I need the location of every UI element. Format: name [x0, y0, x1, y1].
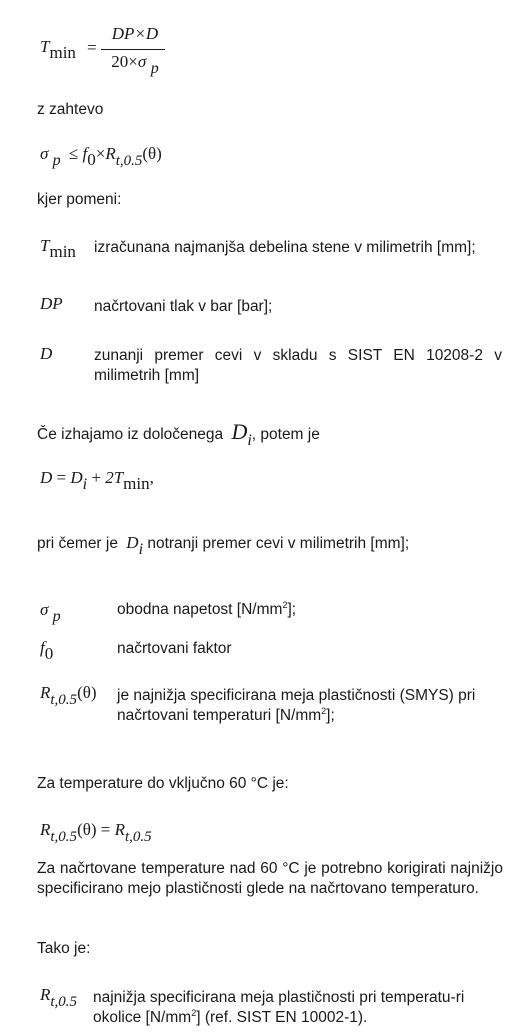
formula-tmin-lhs: Tmin: [40, 37, 76, 62]
formula-tmin-denominator: 20×σ p: [111, 52, 159, 77]
def-symbol-tmin: Tmin: [40, 236, 76, 261]
def-desc-r-theta: je najnižja specificirana meja plastičnosti (SMYS) pri načrtovani temperaturi $[N/mm^2]$;: [117, 687, 476, 724]
def-desc-dp: načrtovani tlak v bar [bar];: [94, 298, 273, 315]
formula-tmin-fraction-line: [101, 49, 165, 50]
def-desc-f0: načrtovani faktor: [117, 640, 232, 657]
text-ce-izhajamo: Če izhajamo iz določenega Di, potem je: [37, 419, 320, 449]
formula-sigma: σ p ≤ f0×Rt,0.5(θ): [40, 144, 162, 169]
formula-d: D = Di + 2Tmin,: [40, 468, 154, 493]
def-symbol-r-theta: Rt,0.5(θ): [40, 683, 97, 708]
text-kjer-pomeni: kjer pomeni:: [37, 191, 122, 208]
def-desc-tmin: izračunana najmanjša debelina stene v milimetrih [mm];: [94, 239, 476, 256]
formula-r: Rt,0.5(θ) = Rt,0.5: [40, 820, 152, 845]
formula-tmin: [0, 0, 526, 100]
def-desc-d: zunanji premer cevi v skladu s SIST EN 10208-2 v milimetrih [mm]: [94, 347, 502, 384]
def-symbol-dp: DP: [40, 294, 63, 313]
def-symbol-d: D: [40, 344, 53, 363]
def-desc-sigma-p: obodna napetost $[N/mm^2]$;: [117, 599, 297, 618]
text-z-zahtevo: z zahtevo: [37, 101, 104, 118]
formula-tmin-eq: =: [87, 38, 97, 57]
def-symbol-r: Rt,0.5: [40, 985, 78, 1010]
text-tako-je: Tako je:: [37, 940, 91, 957]
def-symbol-sigma-p: σ p: [40, 600, 61, 625]
text-pri-cemer: pri čemer je Di notranji premer cevi v milimetrih [mm];: [37, 533, 410, 558]
formula-tmin-numerator: DP×D: [111, 24, 159, 43]
text-za-nacrtovane: Za načrtovane temperature nad 60 °C je potrebno korigirati najnižjo specificirano mejo plastičnosti glede na načrtovano temperaturo.: [37, 860, 503, 897]
def-symbol-f0: f0: [40, 638, 54, 663]
text-za-temperature: Za temperature do vključno 60 °C je:: [37, 775, 289, 792]
def-desc-r: najnižja specificirana meja plastičnosti pri temperatu-ri okolice $[N/mm^2]$ (ref. SIST EN 10002-1).: [93, 989, 465, 1026]
